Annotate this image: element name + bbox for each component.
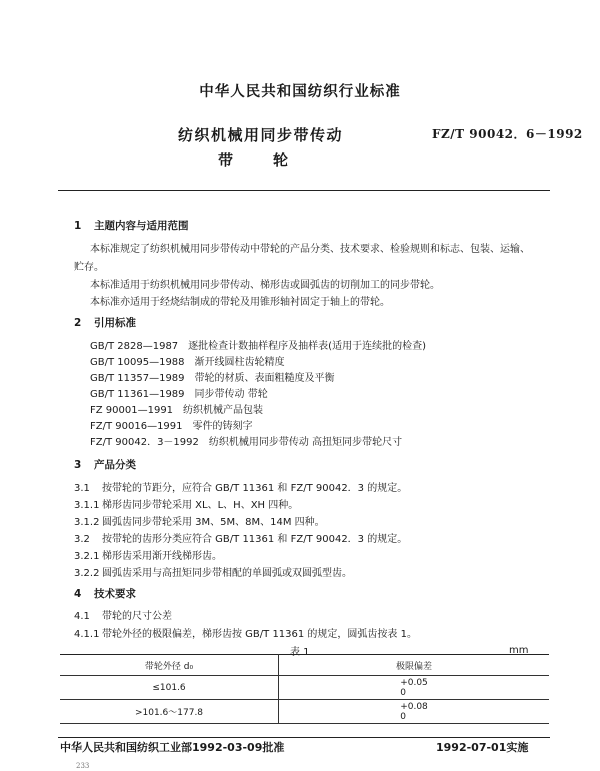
cell-deviation	[279, 676, 550, 700]
table-row	[60, 676, 549, 700]
reference-item	[90, 385, 268, 400]
clause	[74, 564, 352, 579]
reference-item	[90, 401, 263, 416]
reference-name: 逐批检查计数抽样程序及抽样表(适用于连续批的检查)	[188, 341, 426, 352]
document-subtitle	[218, 149, 288, 170]
footer-divider	[58, 737, 550, 738]
reference-name: 纺织机械产品包装	[183, 405, 264, 416]
header-divider	[58, 190, 550, 191]
clause-number: 3.1	[74, 483, 90, 494]
reference-item	[90, 337, 426, 352]
approval-note: 中华人民共和国纺织工业部1992-03-09批准	[60, 741, 285, 754]
document-title: 纺织机械用同步带传动	[178, 126, 344, 144]
section-2-heading	[74, 315, 136, 330]
table-row	[60, 700, 549, 724]
upper-deviation: +0.05	[400, 677, 428, 688]
clause	[74, 530, 407, 545]
paragraph: 本标准亦适用于经烧结制成的带轮及用锥形轴衬固定于轴上的带轮。	[90, 297, 390, 308]
section-number: 1	[74, 220, 82, 232]
clause-text: 圆弧齿采用与高扭矩同步带相配的单圆弧或双圆弧型齿。	[102, 568, 352, 579]
reference-code: FZ 90001—1991	[90, 405, 174, 416]
clause-number: 3.1.1	[74, 500, 100, 511]
section-title: 主题内容与适用范围	[94, 220, 189, 232]
reference-code: GB/T 2828—1987	[90, 341, 179, 352]
section-title: 技术要求	[94, 588, 136, 600]
reference-name: 纺织机械用同步带传动 高扭矩同步带轮尺寸	[208, 437, 403, 448]
clause-number: 3.2.2	[74, 568, 100, 579]
clause	[74, 479, 407, 494]
section-number: 4	[74, 588, 82, 600]
cell-diameter-range: ≤101.6	[60, 676, 279, 700]
clause	[74, 547, 222, 562]
table-caption: 表 1	[290, 647, 310, 658]
section-1-heading	[74, 218, 189, 233]
upper-deviation: +0.08	[400, 701, 428, 712]
reference-name: 零件的铸刻字	[192, 421, 253, 432]
section-title: 产品分类	[94, 459, 136, 471]
clause-text: 梯形齿采用渐开线梯形齿。	[102, 551, 222, 562]
clause-text: 带轮的尺寸公差	[102, 611, 172, 622]
clause	[74, 607, 172, 622]
clause-text: 带轮外径的极限偏差，梯形齿按 GB/T 11361 的规定，圆弧齿按表 1。	[102, 629, 417, 640]
header-cell-diameter: 带轮外径 d₀	[60, 655, 279, 676]
reference-name: 渐开线圆柱齿轮精度	[194, 357, 285, 368]
implementation-date: 1992-07-01实施	[436, 741, 529, 754]
section-title: 引用标准	[94, 317, 136, 329]
reference-item	[90, 369, 335, 384]
section-3-heading	[74, 457, 136, 472]
reference-item	[90, 433, 402, 448]
subtitle-char-2: 轮	[273, 151, 289, 169]
lower-deviation: 0	[400, 711, 406, 722]
paragraph-continuation: 贮存。	[74, 262, 104, 273]
section-number: 2	[74, 317, 82, 329]
paragraph: 本标准规定了纺织机械用同步带传动中带轮的产品分类、技术要求、检验规则和标志、包装、运输、	[90, 244, 530, 255]
clause-number: 3.2	[74, 534, 90, 545]
issuing-body: 中华人民共和国纺织行业标准	[199, 84, 401, 100]
reference-name: 带轮的材质、表面粗糙度及平衡	[194, 373, 335, 384]
subtitle-char-1: 带	[218, 151, 234, 169]
clause-text: 按带轮的齿形分类应符合 GB/T 11361 和 FZ/T 90042．3 的规定。	[102, 534, 408, 545]
header-cell-deviation: 极限偏差	[279, 655, 550, 676]
cell-diameter-range: >101.6～177.8	[60, 700, 279, 724]
reference-code: GB/T 10095—1988	[90, 357, 185, 368]
lower-deviation: 0	[400, 687, 406, 698]
clause-number: 4.1.1	[74, 629, 100, 640]
clause	[74, 496, 298, 511]
table-unit: mm	[509, 645, 529, 656]
cell-deviation	[279, 700, 550, 724]
table-header-row	[60, 655, 549, 676]
clause-number: 3.2.1	[74, 551, 100, 562]
standard-number: FZ/T 90042．6－1992	[432, 127, 583, 141]
section-number: 3	[74, 459, 82, 471]
paragraph: 本标准适用于纺织机械用同步带传动、梯形齿或圆弧齿的切削加工的同步带轮。	[90, 280, 440, 291]
clause-number: 3.1.2	[74, 517, 100, 528]
clause-text: 圆弧齿同步带轮采用 3M、5M、8M、14M 四种。	[102, 517, 325, 528]
page-number: 233	[76, 762, 90, 770]
reference-code: FZ/T 90042．3－1992	[90, 437, 199, 448]
clause-text: 按带轮的节距分，应符合 GB/T 11361 和 FZ/T 90042．3 的规定。	[102, 483, 408, 494]
reference-code: GB/T 11361—1989	[90, 389, 185, 400]
clause-text: 梯形齿同步带轮采用 XL、L、H、XH 四种。	[102, 500, 299, 511]
reference-code: FZ/T 90016—1991	[90, 421, 183, 432]
section-4-heading	[74, 586, 136, 601]
clause	[74, 513, 325, 528]
tolerance-table	[60, 654, 549, 724]
reference-name: 同步带传动 带轮	[194, 389, 268, 400]
clause	[74, 625, 417, 640]
clause-number: 4.1	[74, 611, 90, 622]
reference-code: GB/T 11357—1989	[90, 373, 185, 384]
reference-item	[90, 353, 285, 368]
reference-item	[90, 417, 253, 432]
